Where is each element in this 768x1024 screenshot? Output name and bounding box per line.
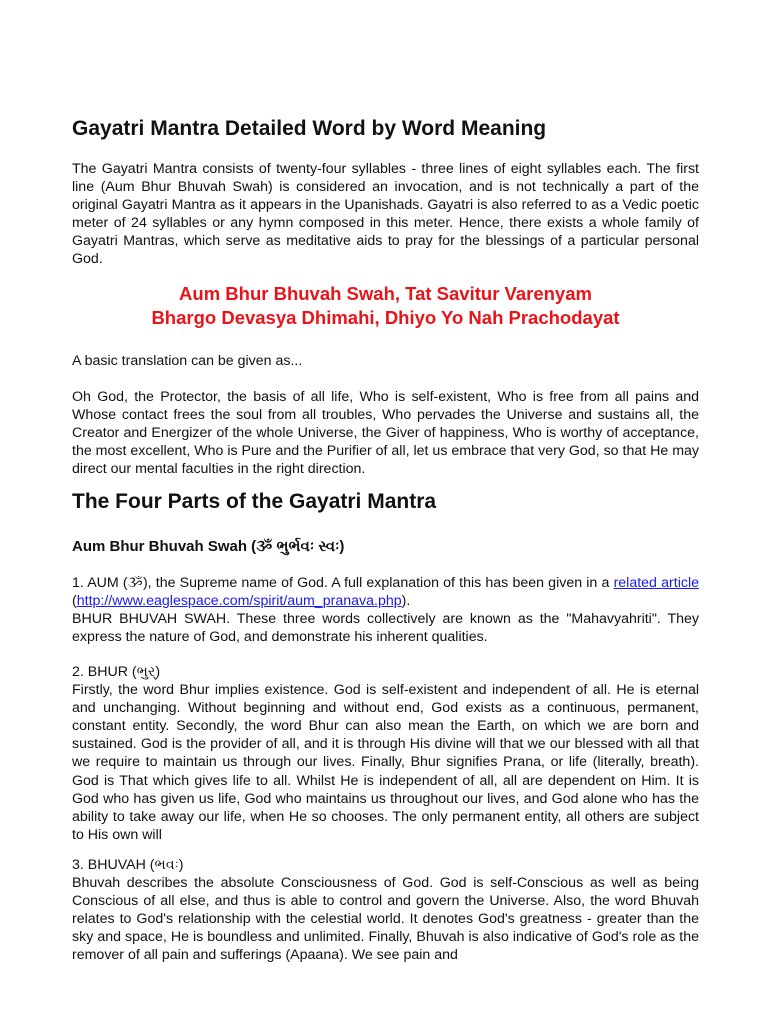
aum-lead-text: 1. AUM (ૐ), the Supreme name of God. A full explanation of this has been given in a [72,575,614,591]
bhuvah-body: Bhuvah describes the absolute Consciousness of God. God is self-Conscious as well as being Conscious of all else, and thus is able to control and govern the Universe. Also, the word Bhuvah relates to God's relationship with the celestial world. It denotes God's greatness - greater than the sky and space, He is boundless and unlimited. Finally, Bhuvah is also indicative of God's role as the remover of all pain and sufferings (Apaana). We see pain and [72,875,699,964]
related-link-text: related [613,575,657,591]
translation-paragraph: Oh God, the Protector, the basis of all life, Who is self-existent, Who is free from all pains and Whose contact frees the soul from all troubles, Who pervades the Universe and sustains all, the Creator and Energizer of the whole Universe, the Giver of happiness, Who is worthy of acceptance, the most excellent, Who is Pure and the Purifier of all, let us embrace that very God, so that He may direct our mental faculties in the right direction. [72,389,699,478]
aum-paragraph [72,574,699,646]
paren-open: ( [72,593,77,610]
bhuvah-heading: 3. BHUVAH (ભવઃ) [72,857,184,873]
bhur-heading: 2. BHUR (ભુર્) [72,664,161,680]
paren-close: ). [401,593,411,610]
section-title: The Four Parts of the Gayatri Mantra [72,490,437,513]
intro-paragraph: The Gayatri Mantra consists of twenty-four syllables - three lines of eight syllables each. The first line (Aum Bhur Bhuvah Swah) is considered an invocation, and is not technically a part of the original Gayatri Mantra as it appears in the Upanishads. Gayatri is also referred to as a Vedic poetic meter of 24 syllables or any hymn composed in this meter. Hence, there exists a whole family of Gayatri Mantras, which serve as meditative aids to pray for the blessings of a particular personal God. [72,161,699,268]
bhuvah-paragraph [72,856,699,965]
mantra-line-1: Aum Bhur Bhuvah Swah, Tat Savitur Varenyam [179,283,592,304]
aum-url-link[interactable]: http://www.eaglespace.com/spirit/aum_pranava.php [76,593,402,610]
bhur-body: Firstly, the word Bhur implies existence. God is self-existent and independent of all. He is eternal and unchanging. Without beginning and without end, God exists as a continuous, permanent, constant entity. Secondly, the word Bhur can also mean the Earth, on which we are born and sustained. God is the provider of all, and it is through His divine will that we our blessed with all that we require to maintain us through our lives. Finally, Bhur signifies Prana, or life (literally, breath). God is That which gives life to all. Whilst He is independent of all, all are dependent on Him. It is God who has given us life, God who maintains us throughout our lives, and God alone who has the ability to take away our life, when He so chooses. The only permanent entity, all others are subject to His own will [72,682,699,843]
bhur-bhuvah-swah-text: BHUR BHUVAH SWAH. These three words collectively are known as the "Mahavyahriti". They express the nature of God, and demonstrate his inherent qualities. [72,611,699,646]
subsection-title: Aum Bhur Bhuvah Swah (ૐ ભુર્ભવઃ સ્વઃ) [72,538,345,555]
document-title: Gayatri Mantra Detailed Word by Word Meaning [72,117,547,140]
mantra-line-2: Bhargo Devasya Dhimahi, Dhiyo Yo Nah Prachodayat [151,306,620,328]
bhur-paragraph [72,663,699,844]
mantra-verse [72,282,699,329]
translation-intro: A basic translation can be given as... [72,353,303,369]
article-link-text: article [661,575,699,591]
related-article-link[interactable] [614,575,699,591]
